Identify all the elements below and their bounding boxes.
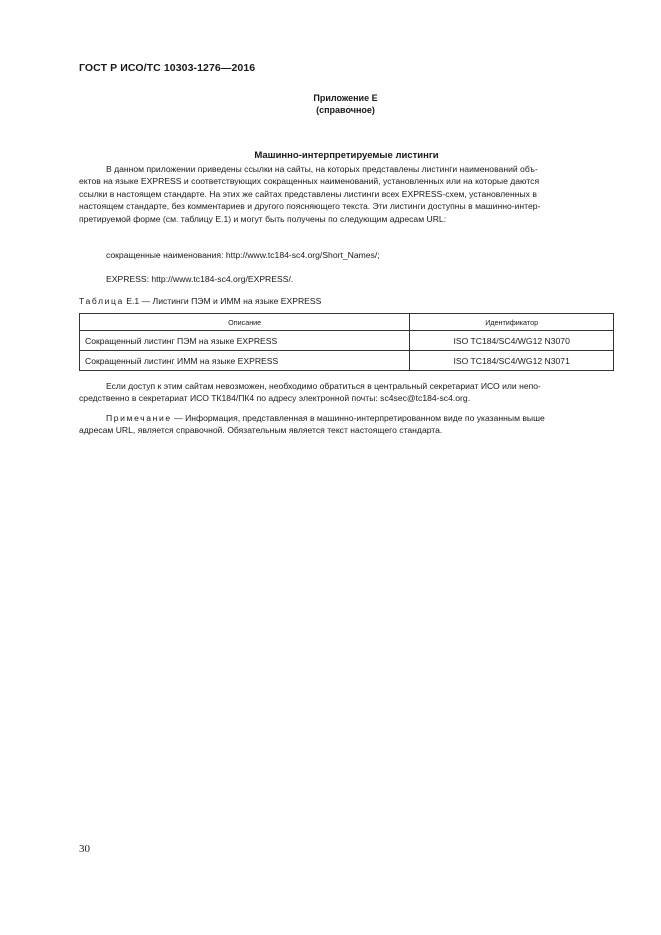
- table-row: [80, 331, 614, 351]
- intro-line: настоящем стандарте, без комментариев и другого поясняющего текста. Эти листинги доступны в машинно-интер-: [79, 201, 541, 212]
- table-caption-prefix: Таблица: [79, 296, 124, 306]
- annex-heading: [0, 92, 661, 116]
- row-identifier: ISO TC184/SC4/WG12 N3070: [410, 331, 614, 351]
- access-line: Если доступ к этим сайтам невозможен, необходимо обратиться в центральный секретариат ИСО или непо-: [106, 381, 541, 391]
- access-line: средственно в секретариат ИСО ТК184/ПК4 по адресу электронной почты: sc4sec@tc184-sc4.org.: [79, 393, 471, 404]
- column-header-identifier: Идентификатор: [410, 314, 614, 331]
- row-description: Сокращенный листинг ИММ на языке EXPRESS: [80, 351, 410, 371]
- note-label: Примечание: [106, 413, 172, 423]
- column-header-description: Описание: [80, 314, 410, 331]
- table-caption: [79, 295, 615, 307]
- row-description: Сокращенный листинг ПЭМ на языке EXPRESS: [80, 331, 410, 351]
- intro-paragraph: [79, 163, 615, 225]
- intro-line: ссылки в настоящем стандарте. На этих же сайтах представлены листинги всех EXPRESS-схем, установленных в: [79, 188, 537, 199]
- note-text-1: — Информация, представленная в машинно-интерпретированном виде по указанным выше: [171, 413, 545, 423]
- annex-subtitle: (справочное): [316, 105, 375, 115]
- url-short-names: сокращенные наименования: http://www.tc184-sc4.org/Short_Names/;: [106, 250, 380, 260]
- note-text-2: адресам URL, является справочной. Обязательным является текст настоящего стандарта.: [79, 425, 443, 436]
- intro-line: ектов на языке EXPRESS и соответствующих сокращенных наименований, установленных или на которые даются: [79, 176, 540, 187]
- note-paragraph: [79, 412, 615, 437]
- section-title: Машинно-интерпретируемые листинги: [254, 150, 439, 161]
- page-number: 30: [79, 843, 90, 855]
- intro-line: претируемой форме (см. таблицу Е.1) и могут быть получены по следующим адресам URL:: [79, 213, 447, 224]
- table-header-row: [80, 314, 614, 331]
- access-paragraph: [79, 380, 615, 405]
- intro-line: В данном приложении приведены ссылки на сайты, на которых представлены листинги наименований объ-: [106, 164, 538, 174]
- table-caption-text: Е.1 — Листинги ПЭМ и ИММ на языке EXPRESS: [123, 296, 322, 306]
- url-express: EXPRESS: http://www.tc184-sc4.org/EXPRESS/.: [106, 274, 294, 284]
- row-identifier: ISO TC184/SC4/WG12 N3071: [410, 351, 614, 371]
- standard-designation: ГОСТ Р ИСО/ТС 10303-1276—2016: [79, 62, 256, 74]
- listings-table: [79, 313, 614, 371]
- annex-title: Приложение Е: [313, 93, 378, 103]
- table-row: [80, 351, 614, 371]
